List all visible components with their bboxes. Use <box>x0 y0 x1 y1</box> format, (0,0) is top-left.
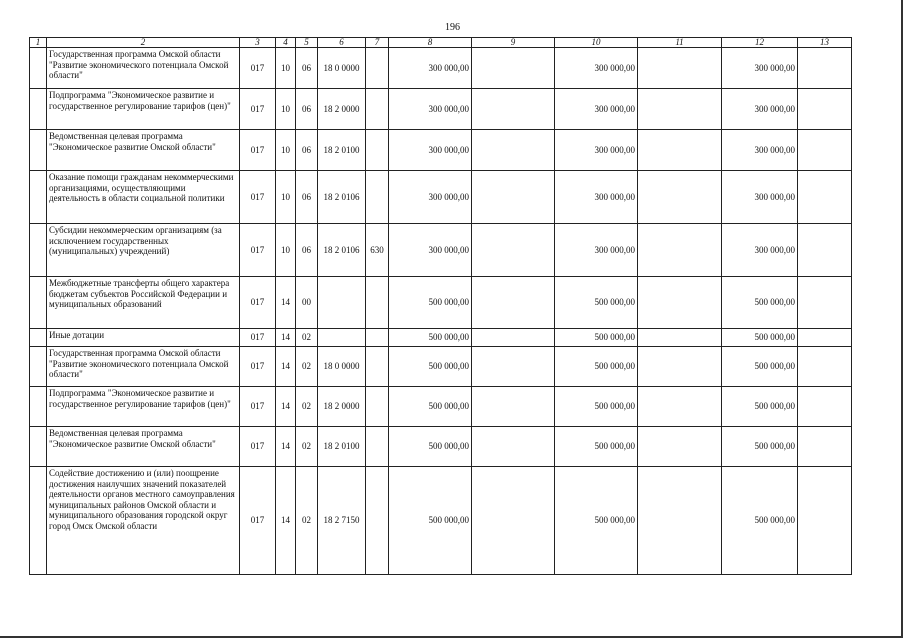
column-13-cell <box>798 48 852 89</box>
row-number-cell <box>30 387 47 427</box>
column-5-cell: 02 <box>296 329 318 347</box>
column-header-4: 4 <box>276 38 296 48</box>
column-6-cell <box>318 329 366 347</box>
column-12-cell: 500 000,00 <box>722 467 798 575</box>
column-header-8: 8 <box>389 38 472 48</box>
column-10-cell: 300 000,00 <box>555 171 638 224</box>
column-13-cell <box>798 467 852 575</box>
row-number-cell <box>30 329 47 347</box>
column-11-cell <box>638 171 722 224</box>
column-header-13: 13 <box>798 38 852 48</box>
column-4-cell: 10 <box>276 224 296 277</box>
column-10-cell: 500 000,00 <box>555 347 638 387</box>
column-4-cell: 14 <box>276 329 296 347</box>
column-header-7: 7 <box>366 38 389 48</box>
column-12-cell: 500 000,00 <box>722 427 798 467</box>
column-5-cell: 06 <box>296 48 318 89</box>
row-number-cell <box>30 130 47 171</box>
column-5-cell: 06 <box>296 130 318 171</box>
row-number-cell <box>30 89 47 130</box>
table-row <box>30 224 852 277</box>
column-10-cell: 500 000,00 <box>555 277 638 329</box>
table-row <box>30 48 852 89</box>
row-number-cell <box>30 467 47 575</box>
row-number-cell <box>30 277 47 329</box>
column-header-5: 5 <box>296 38 318 48</box>
column-4-cell: 14 <box>276 427 296 467</box>
column-4-cell: 14 <box>276 277 296 329</box>
column-8-cell: 300 000,00 <box>389 48 472 89</box>
column-12-cell: 300 000,00 <box>722 89 798 130</box>
column-13-cell <box>798 171 852 224</box>
item-name-cell: Оказание помощи гражданам некоммерческими организациями, осуществляющими деятельность в области социальной политики <box>47 171 240 224</box>
column-5-cell: 02 <box>296 387 318 427</box>
column-7-cell <box>366 427 389 467</box>
column-13-cell <box>798 329 852 347</box>
item-name-cell: Межбюджетные трансферты общего характера бюджетам субъектов Российской Федерации и муниципальных образований <box>47 277 240 329</box>
column-8-cell: 500 000,00 <box>389 387 472 427</box>
column-6-cell: 18 2 0100 <box>318 130 366 171</box>
item-name-cell: Государственная программа Омской области "Развитие экономического потенциала Омской области" <box>47 347 240 387</box>
column-9-cell <box>472 277 555 329</box>
column-11-cell <box>638 347 722 387</box>
column-11-cell <box>638 224 722 277</box>
column-11-cell <box>638 130 722 171</box>
page-number: 196 <box>445 22 460 33</box>
column-6-cell: 18 0 0000 <box>318 48 366 89</box>
column-8-cell: 500 000,00 <box>389 467 472 575</box>
column-12-cell: 300 000,00 <box>722 224 798 277</box>
column-3-cell: 017 <box>240 467 276 575</box>
column-11-cell <box>638 48 722 89</box>
table-row <box>30 427 852 467</box>
column-4-cell: 10 <box>276 171 296 224</box>
table-row <box>30 171 852 224</box>
column-10-cell: 500 000,00 <box>555 329 638 347</box>
column-9-cell <box>472 48 555 89</box>
column-8-cell: 500 000,00 <box>389 329 472 347</box>
column-8-cell: 500 000,00 <box>389 347 472 387</box>
column-7-cell <box>366 329 389 347</box>
column-4-cell: 14 <box>276 387 296 427</box>
column-5-cell: 06 <box>296 224 318 277</box>
column-3-cell: 017 <box>240 224 276 277</box>
column-7-cell <box>366 387 389 427</box>
column-6-cell: 18 2 0100 <box>318 427 366 467</box>
column-6-cell: 18 2 0106 <box>318 171 366 224</box>
item-name-cell: Ведомственная целевая программа "Экономическое развитие Омской области" <box>47 130 240 171</box>
column-7-cell <box>366 48 389 89</box>
column-6-cell <box>318 277 366 329</box>
header-row <box>30 38 852 48</box>
column-11-cell <box>638 467 722 575</box>
column-header-2: 2 <box>47 38 240 48</box>
column-5-cell: 02 <box>296 427 318 467</box>
column-9-cell <box>472 347 555 387</box>
column-10-cell: 300 000,00 <box>555 130 638 171</box>
column-11-cell <box>638 277 722 329</box>
column-13-cell <box>798 224 852 277</box>
column-3-cell: 017 <box>240 329 276 347</box>
column-header-1: 1 <box>30 38 47 48</box>
column-4-cell: 14 <box>276 467 296 575</box>
item-name-cell: Ведомственная целевая программа "Экономическое развитие Омской области" <box>47 427 240 467</box>
column-12-cell: 300 000,00 <box>722 48 798 89</box>
column-9-cell <box>472 467 555 575</box>
column-3-cell: 017 <box>240 48 276 89</box>
column-10-cell: 500 000,00 <box>555 427 638 467</box>
column-11-cell <box>638 89 722 130</box>
column-7-cell <box>366 89 389 130</box>
item-name-cell: Содействие достижению и (или) поощрение достижения наилучших значений показателей деятельности органов местного самоуправления муниципальных районов Омской области и муниципального образования городской округ город Омск Омской области <box>47 467 240 575</box>
column-10-cell: 300 000,00 <box>555 48 638 89</box>
column-11-cell <box>638 387 722 427</box>
column-header-11: 11 <box>638 38 722 48</box>
column-9-cell <box>472 387 555 427</box>
column-13-cell <box>798 130 852 171</box>
column-12-cell: 300 000,00 <box>722 130 798 171</box>
column-6-cell: 18 2 7150 <box>318 467 366 575</box>
column-7-cell: 630 <box>366 224 389 277</box>
table-row <box>30 347 852 387</box>
row-number-cell <box>30 48 47 89</box>
row-number-cell <box>30 171 47 224</box>
column-10-cell: 500 000,00 <box>555 467 638 575</box>
column-9-cell <box>472 171 555 224</box>
column-8-cell: 500 000,00 <box>389 277 472 329</box>
column-3-cell: 017 <box>240 427 276 467</box>
row-number-cell <box>30 427 47 467</box>
column-10-cell: 500 000,00 <box>555 387 638 427</box>
row-number-cell <box>30 347 47 387</box>
column-7-cell <box>366 171 389 224</box>
table-row <box>30 467 852 575</box>
column-7-cell <box>366 130 389 171</box>
column-3-cell: 017 <box>240 130 276 171</box>
column-7-cell <box>366 467 389 575</box>
item-name-cell: Подпрограмма "Экономическое развитие и государственное регулирование тарифов (цен)" <box>47 89 240 130</box>
column-header-9: 9 <box>472 38 555 48</box>
column-6-cell: 18 2 0000 <box>318 387 366 427</box>
column-12-cell: 500 000,00 <box>722 329 798 347</box>
table-row <box>30 130 852 171</box>
column-header-6: 6 <box>318 38 366 48</box>
column-9-cell <box>472 130 555 171</box>
column-3-cell: 017 <box>240 277 276 329</box>
item-name-cell: Субсидии некоммерческим организациям (за исключением государственных (муниципальных) учреждений) <box>47 224 240 277</box>
column-5-cell: 02 <box>296 467 318 575</box>
column-8-cell: 300 000,00 <box>389 224 472 277</box>
column-6-cell: 18 2 0000 <box>318 89 366 130</box>
column-9-cell <box>472 89 555 130</box>
column-header-3: 3 <box>240 38 276 48</box>
table-row <box>30 329 852 347</box>
column-13-cell <box>798 347 852 387</box>
item-name-cell: Государственная программа Омской области "Развитие экономического потенциала Омской области" <box>47 48 240 89</box>
column-8-cell: 300 000,00 <box>389 130 472 171</box>
column-3-cell: 017 <box>240 171 276 224</box>
column-9-cell <box>472 329 555 347</box>
column-8-cell: 300 000,00 <box>389 89 472 130</box>
table-row <box>30 387 852 427</box>
column-3-cell: 017 <box>240 387 276 427</box>
column-8-cell: 500 000,00 <box>389 427 472 467</box>
column-3-cell: 017 <box>240 89 276 130</box>
item-name-cell: Подпрограмма "Экономическое развитие и государственное регулирование тарифов (цен)" <box>47 387 240 427</box>
column-4-cell: 10 <box>276 130 296 171</box>
column-5-cell: 06 <box>296 89 318 130</box>
column-13-cell <box>798 277 852 329</box>
column-11-cell <box>638 329 722 347</box>
table-row <box>30 277 852 329</box>
column-5-cell: 00 <box>296 277 318 329</box>
column-7-cell <box>366 347 389 387</box>
column-12-cell: 500 000,00 <box>722 277 798 329</box>
column-5-cell: 06 <box>296 171 318 224</box>
column-10-cell: 300 000,00 <box>555 224 638 277</box>
column-9-cell <box>472 427 555 467</box>
column-6-cell: 18 0 0000 <box>318 347 366 387</box>
column-13-cell <box>798 387 852 427</box>
column-8-cell: 300 000,00 <box>389 171 472 224</box>
column-4-cell: 10 <box>276 89 296 130</box>
column-header-10: 10 <box>555 38 638 48</box>
column-12-cell: 500 000,00 <box>722 387 798 427</box>
column-3-cell: 017 <box>240 347 276 387</box>
column-9-cell <box>472 224 555 277</box>
column-4-cell: 14 <box>276 347 296 387</box>
column-13-cell <box>798 89 852 130</box>
column-12-cell: 300 000,00 <box>722 171 798 224</box>
column-4-cell: 10 <box>276 48 296 89</box>
column-6-cell: 18 2 0106 <box>318 224 366 277</box>
row-number-cell <box>30 224 47 277</box>
column-5-cell: 02 <box>296 347 318 387</box>
column-header-12: 12 <box>722 38 798 48</box>
column-11-cell <box>638 427 722 467</box>
column-12-cell: 500 000,00 <box>722 347 798 387</box>
item-name-cell: Иные дотации <box>47 329 240 347</box>
column-10-cell: 300 000,00 <box>555 89 638 130</box>
column-7-cell <box>366 277 389 329</box>
column-13-cell <box>798 427 852 467</box>
budget-table <box>29 37 852 575</box>
table-row <box>30 89 852 130</box>
